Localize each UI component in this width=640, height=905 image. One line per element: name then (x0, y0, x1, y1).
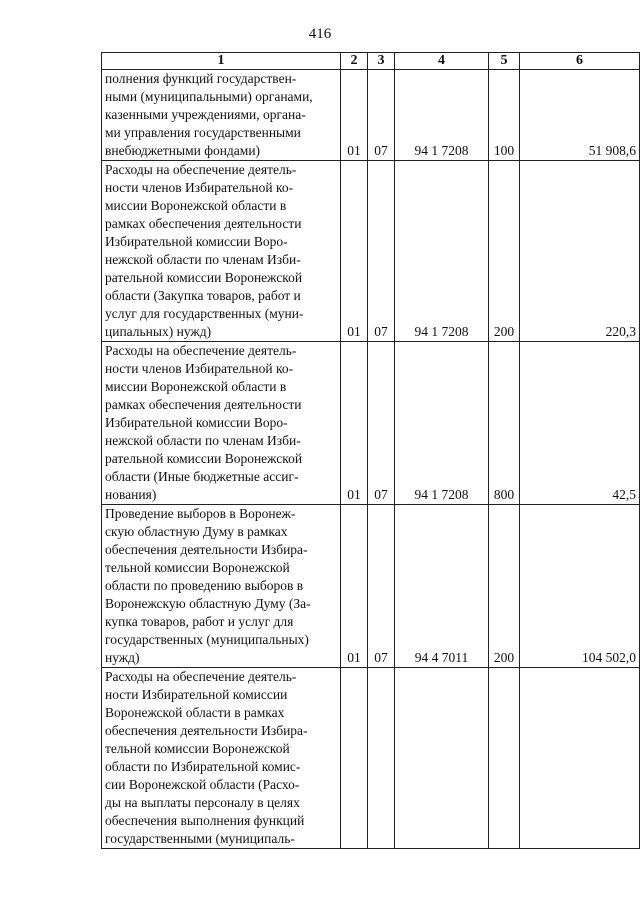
amount: 104 502,0 (520, 505, 640, 668)
table-row (102, 70, 640, 161)
section-code (341, 668, 368, 849)
expense-type-code: 100 (489, 70, 520, 161)
subsection-code: 07 (368, 505, 395, 668)
subsection-code: 07 (368, 70, 395, 161)
row-description: полнения функций государствен- ными (муниципальными) органами, казенными учреждениями, органа- ми управления государственными внебюджетными фондами) (102, 70, 341, 161)
table-header-row (102, 53, 640, 70)
page-number: 416 (308, 26, 332, 42)
table-row (102, 342, 640, 505)
subsection-code: 07 (368, 161, 395, 342)
column-header: 4 (395, 53, 489, 70)
target-article-code: 94 1 7208 (395, 342, 489, 505)
row-description: Расходы на обеспечение деятель- ности Избирательной комиссии Воронежской области в рамках обеспечения деятельности Избира- тельной комиссии Воронежской области по Избирательной комис- сии Воронежской области (Расхо- ды на выплаты персоналу в целях обеспечения выполнения функций государственными (муниципаль- (102, 668, 341, 849)
column-header: 2 (341, 53, 368, 70)
row-description: Расходы на обеспечение деятель- ности членов Избирательной ко- миссии Воронежской области в рамках обеспечения деятельности Избирательной комиссии Воро- нежской области по членам Изби- рательной комиссии Воронежской области (Закупка товаров, работ и услуг для государственных (муни- ципальных) нужд) (102, 161, 341, 342)
row-description: Расходы на обеспечение деятель- ности членов Избирательной ко- миссии Воронежской области в рамках обеспечения деятельности Избирательной комиссии Воро- нежской области по членам Изби- рательной комиссии Воронежской области (Иные бюджетные ассиг- нования) (102, 342, 341, 505)
row-description: Проведение выборов в Воронеж- скую областную Думу в рамках обеспечения деятельности Избира- тельной комиссии Воронежской области по проведению выборов в Воронежскую областную Думу (За- купка товаров, работ и услуг для государственных (муниципальных) нужд) (102, 505, 341, 668)
section-code: 01 (341, 505, 368, 668)
column-header: 5 (489, 53, 520, 70)
column-header: 1 (102, 53, 341, 70)
column-header: 3 (368, 53, 395, 70)
target-article-code: 94 4 7011 (395, 505, 489, 668)
expense-type-code: 800 (489, 342, 520, 505)
target-article-code: 94 1 7208 (395, 70, 489, 161)
expense-type-code: 200 (489, 505, 520, 668)
section-code: 01 (341, 342, 368, 505)
amount (520, 668, 640, 849)
table-row (102, 668, 640, 849)
amount: 42,5 (520, 342, 640, 505)
target-article-code (395, 668, 489, 849)
expense-type-code: 200 (489, 161, 520, 342)
expense-type-code (489, 668, 520, 849)
amount: 51 908,6 (520, 70, 640, 161)
table-row (102, 161, 640, 342)
section-code: 01 (341, 161, 368, 342)
subsection-code (368, 668, 395, 849)
budget-table (101, 52, 640, 849)
column-header: 6 (520, 53, 640, 70)
table-row (102, 505, 640, 668)
target-article-code: 94 1 7208 (395, 161, 489, 342)
subsection-code: 07 (368, 342, 395, 505)
amount: 220,3 (520, 161, 640, 342)
section-code: 01 (341, 70, 368, 161)
